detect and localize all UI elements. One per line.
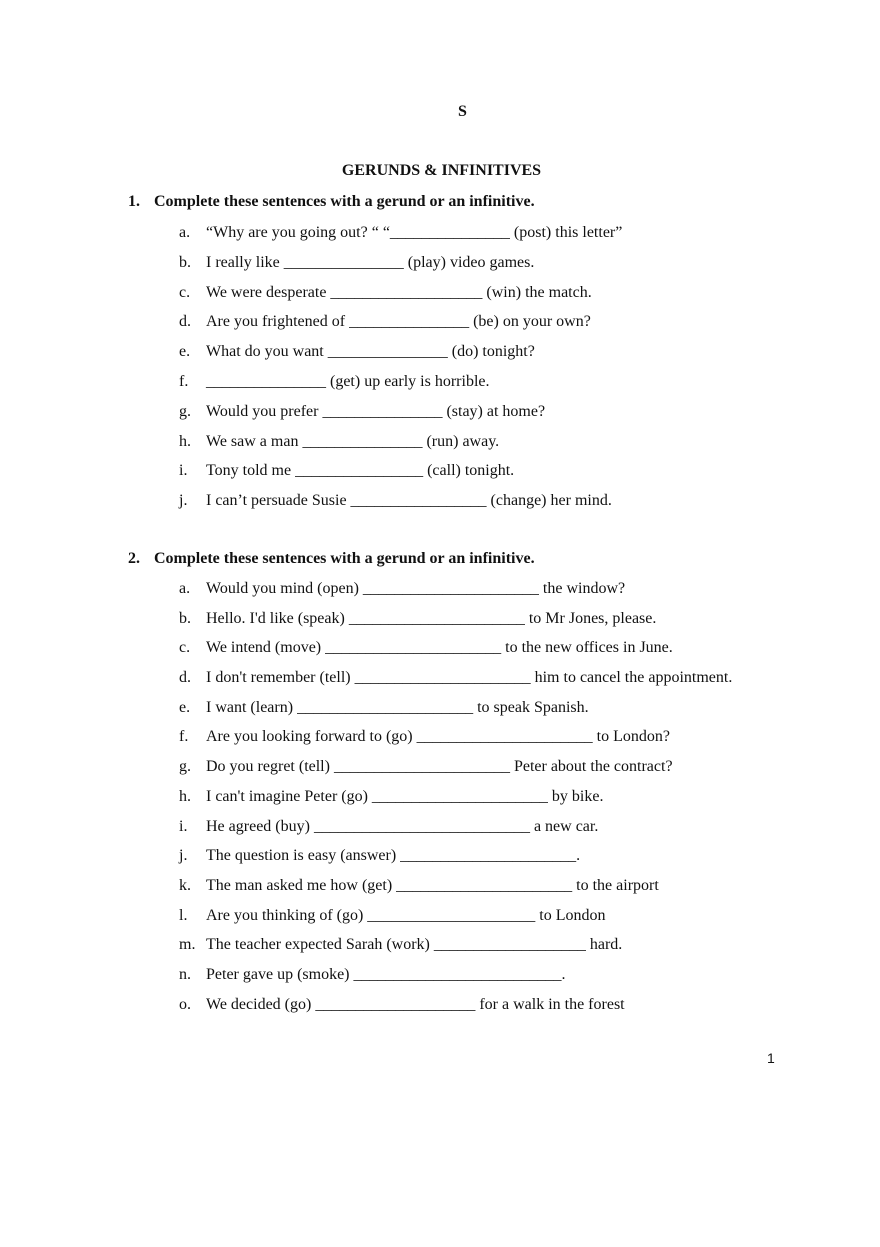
item-letter: a. <box>179 580 191 597</box>
exercise-item <box>0 638 880 668</box>
item-sentence: We were desperate ___________________ (win) the match. <box>206 283 592 301</box>
item-sentence: The teacher expected Sarah (work) ___________________ hard. <box>206 936 623 954</box>
item-sentence: Are you looking forward to (go) ______________________ to London? <box>206 728 670 746</box>
exercise-item <box>0 935 880 965</box>
exercise-item <box>0 579 880 609</box>
exercise-section-2 <box>0 549 880 1013</box>
item-sentence: We saw a man _______________ (run) away. <box>206 432 500 450</box>
exercise-item <box>0 491 880 521</box>
section-instruction: Complete these sentences with a gerund or an infinitive. <box>154 550 535 567</box>
exercise-item <box>0 698 880 728</box>
item-letter: k. <box>179 876 191 894</box>
item-letter: d. <box>179 669 191 687</box>
exercise-item <box>0 432 880 462</box>
item-sentence: The question is easy (answer) ______________________. <box>206 847 581 865</box>
page-number: 1 <box>767 1050 775 1066</box>
exercise-item <box>0 283 880 313</box>
item-sentence: I can’t persuade Susie _________________ (change) her mind. <box>206 492 612 510</box>
item-letter: g. <box>179 402 191 420</box>
exercise-item <box>0 342 880 372</box>
item-letter: f. <box>179 728 189 746</box>
page-title: GERUNDS & INFINITIVES <box>341 162 542 179</box>
item-letter: l. <box>179 906 188 924</box>
exercise-item <box>0 727 880 757</box>
item-letter: e. <box>179 343 191 361</box>
exercise-item <box>0 372 880 402</box>
item-letter: n. <box>179 965 191 983</box>
exercise-item <box>0 223 880 253</box>
exercise-item <box>0 312 880 342</box>
exercise-item <box>0 402 880 432</box>
item-letter: a. <box>179 224 191 241</box>
item-letter: h. <box>179 432 191 450</box>
item-letter: c. <box>179 283 191 301</box>
item-sentence: Peter gave up (smoke) __________________________. <box>206 965 566 983</box>
exercise-item <box>0 817 880 847</box>
item-letter: b. <box>179 609 191 627</box>
section-number: 2. <box>128 550 140 567</box>
exercise-section-1 <box>0 192 880 510</box>
exercise-item <box>0 995 880 1025</box>
item-sentence: Hello. I'd like (speak) ______________________ to Mr Jones, please. <box>206 609 657 627</box>
exercise-item <box>0 461 880 491</box>
item-letter: e. <box>179 698 191 716</box>
item-sentence: I want (learn) ______________________ to speak Spanish. <box>206 698 589 716</box>
item-sentence: Do you regret (tell) ______________________ Peter about the contract? <box>206 758 673 776</box>
section-heading <box>0 192 880 212</box>
item-letter: i. <box>179 462 188 480</box>
exercise-item <box>0 965 880 995</box>
item-letter: c. <box>179 639 191 657</box>
exercise-list <box>0 579 880 1024</box>
item-sentence: I can't imagine Peter (go) ______________________ by bike. <box>206 787 604 805</box>
exercise-item <box>0 253 880 283</box>
exercise-item <box>0 668 880 698</box>
item-sentence: We decided (go) ____________________ for a walk in the forest <box>206 995 625 1013</box>
item-sentence: He agreed (buy) ___________________________ a new car. <box>206 817 599 835</box>
item-letter: o. <box>179 995 191 1013</box>
item-sentence: Are you thinking of (go) _____________________ to London <box>206 906 606 924</box>
item-sentence: I don't remember (tell) ______________________ him to cancel the appointment. <box>206 669 733 687</box>
exercise-item <box>0 846 880 876</box>
item-letter: h. <box>179 787 191 805</box>
section-number: 1. <box>128 193 140 210</box>
item-letter: i. <box>179 817 188 835</box>
item-letter: m. <box>179 936 196 954</box>
item-sentence: “Why are you going out? “ “_______________ (post) this letter” <box>206 224 623 241</box>
item-sentence: Tony told me ________________ (call) tonight. <box>206 462 515 480</box>
exercise-list <box>0 223 880 521</box>
section-heading <box>0 549 880 569</box>
item-sentence: Would you prefer _______________ (stay) at home? <box>206 402 546 420</box>
item-sentence: I really like _______________ (play) video games. <box>206 253 535 271</box>
item-letter: d. <box>179 313 191 331</box>
exercise-item <box>0 787 880 817</box>
exercise-item <box>0 757 880 787</box>
item-letter: j. <box>179 847 188 865</box>
item-letter: f. <box>179 372 189 390</box>
item-letter: g. <box>179 758 191 776</box>
exercise-item <box>0 609 880 639</box>
exercise-item <box>0 906 880 936</box>
item-sentence: We intend (move) ______________________ to the new offices in June. <box>206 639 673 657</box>
item-sentence: Are you frightened of _______________ (be) on your own? <box>206 313 591 331</box>
item-sentence: The man asked me how (get) ______________________ to the airport <box>206 876 659 894</box>
section-instruction: Complete these sentences with a gerund or an infinitive. <box>154 193 535 210</box>
exercise-item <box>0 876 880 906</box>
item-letter: b. <box>179 253 191 271</box>
item-letter: j. <box>179 492 188 510</box>
item-sentence: Would you mind (open) ______________________ the window? <box>206 580 626 597</box>
page-letter: S <box>458 103 467 120</box>
item-sentence: _______________ (get) up early is horrible. <box>206 372 490 390</box>
item-sentence: What do you want _______________ (do) tonight? <box>206 343 535 361</box>
